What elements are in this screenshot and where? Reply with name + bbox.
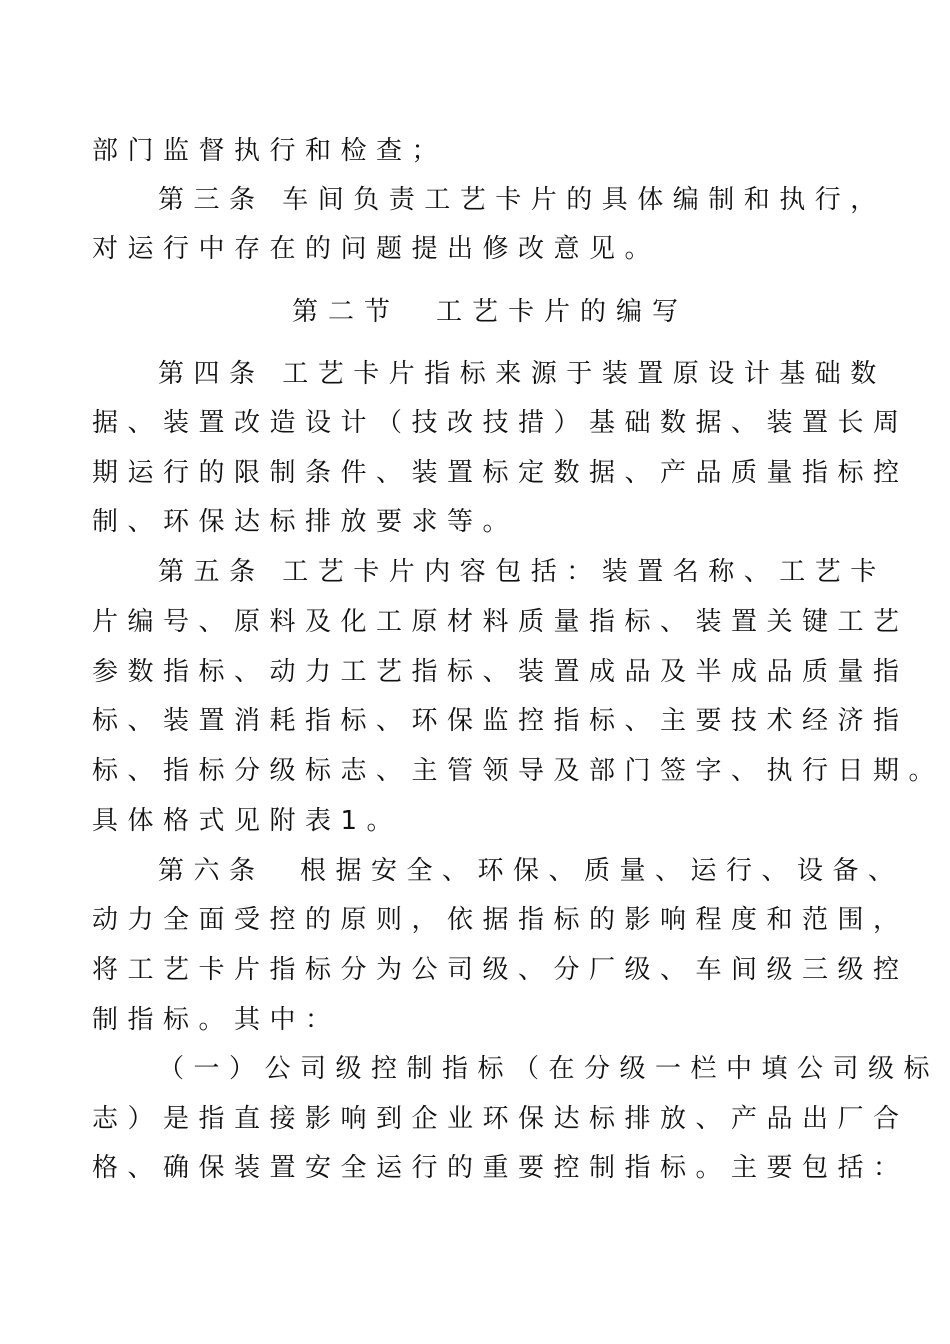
article-3-line-1: 第三条 车间负责工艺卡片的具体编制和执行，	[158, 185, 886, 215]
article-5-line-2: 片编号、原料及化工原材料质量指标、装置关键工艺	[92, 607, 909, 637]
article-6-line-3: 将工艺卡片指标分为公司级、分厂级、车间级三级控	[92, 955, 909, 985]
article-6-line-1: 第六条 根据安全、环保、质量、运行、设备、	[158, 856, 904, 886]
article-6-line-4: 制指标。其中：	[92, 1005, 341, 1035]
article-5-line-3: 参数指标、动力工艺指标、装置成品及半成品质量指	[92, 657, 909, 687]
section-heading: 第二节 工艺卡片的编写	[292, 297, 689, 327]
article-4-line-4: 制、环保达标排放要求等。	[92, 507, 519, 537]
article-4-line-2: 据、装置改造设计（技改技措）基础数据、装置长周	[92, 408, 909, 438]
article-4-line-1: 第四条 工艺卡片指标来源于装置原设计基础数	[158, 359, 886, 389]
item-1-line-3: 格、确保装置安全运行的重要控制指标。主要包括：	[92, 1153, 909, 1183]
article-5-line-1: 第五条 工艺卡片内容包括：装置名称、工艺卡	[158, 557, 886, 587]
article-4-line-3: 期运行的限制条件、装置标定数据、产品质量指标控	[92, 458, 909, 488]
article-6-line-2: 动力全面受控的原则，依据指标的影响程度和范围，	[92, 905, 909, 935]
item-1-line-2: 志）是指直接影响到企业环保达标排放、产品出厂合	[92, 1104, 909, 1134]
text-line-1: 部门监督执行和检查；	[92, 136, 448, 166]
item-1-line-1: （一）公司级控制指标（在分级一栏中填公司级标	[158, 1054, 940, 1084]
article-5-line-6: 具体格式见附表1。	[92, 806, 403, 836]
article-3-line-2: 对运行中存在的问题提出修改意见。	[92, 234, 661, 264]
article-5-line-5: 标、指标分级标志、主管领导及部门签字、执行日期。	[92, 756, 945, 786]
article-5-line-4: 标、装置消耗指标、环保监控指标、主要技术经济指	[92, 706, 909, 736]
